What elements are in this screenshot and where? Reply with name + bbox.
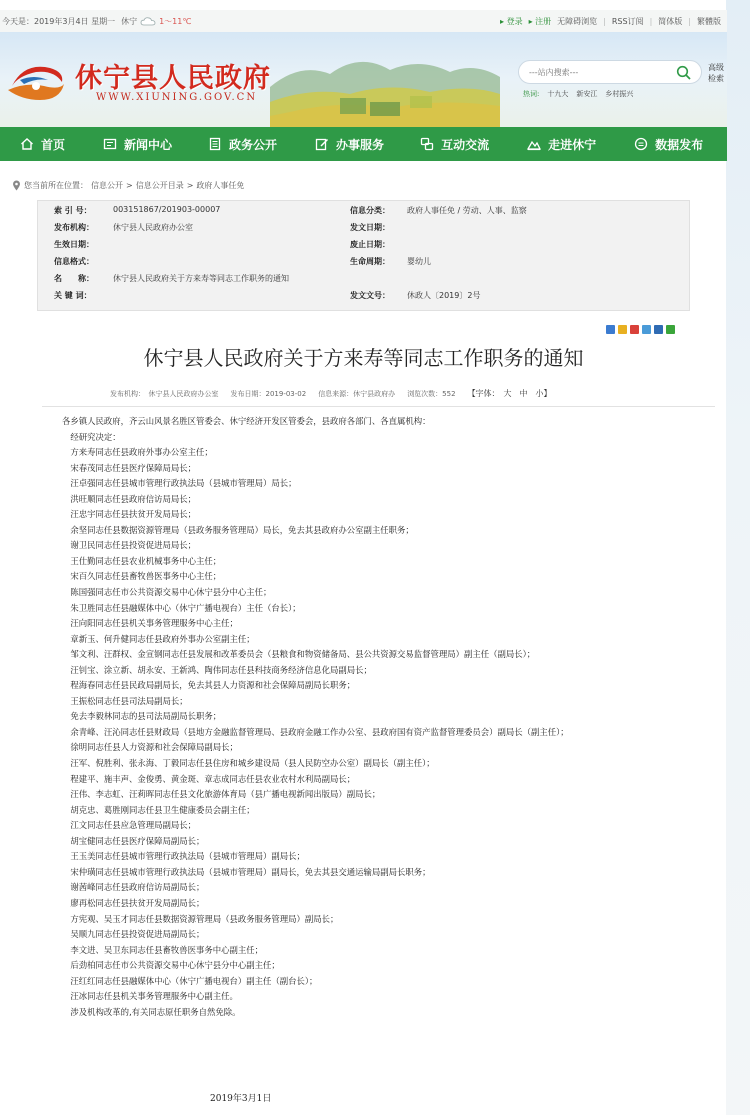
edit-icon — [315, 137, 329, 151]
body-line: 王仕勤同志任县农业机械事务中心主任； — [62, 555, 222, 566]
share-plus-icon[interactable] — [606, 325, 615, 334]
separator: | — [649, 17, 653, 26]
article-title: 休宁县人民政府关于方来寿等同志工作职务的通知 — [143, 346, 584, 370]
body-line: 余青峰、汪沁同志任县财政局（县地方金融监督管理局、县政府金融工作办公室、县政府国有资产监督管理委员会）副局长（副主任）； — [62, 726, 569, 737]
header-banner — [0, 32, 727, 127]
body-line: 宋春茂同志任县医疗保障局局长； — [62, 462, 196, 473]
body-line: 汪冰同志任县机关事务管理服务中心副主任。 — [62, 991, 238, 1002]
body-line: 汪钊宝、涂立新、胡永安、王新鸿、陶伟同志任县科技商务经济信息化局副局长； — [62, 664, 372, 675]
info-label: 发文日期： — [350, 223, 390, 232]
body-line: 洪旺顺同志任县政府信访局局长； — [62, 493, 196, 504]
body-line: 胡宝健同志任县医疗保障局副局长； — [62, 835, 205, 846]
body-line: 方来寿同志任县政府外事办公室主任； — [62, 447, 213, 458]
share-renren-icon[interactable] — [654, 325, 663, 334]
body-line: 王玉美同志任县城市管理行政执法局（县城市管理局）副局长； — [62, 851, 305, 862]
weather — [121, 16, 191, 27]
breadcrumb-separator: > — [126, 181, 133, 190]
meta-publisher: 发布机构： 休宁县人民政府办公室 — [110, 389, 219, 398]
search-input[interactable] — [529, 65, 669, 80]
body-line: 廖再松同志任县扶贫开发局副局长； — [62, 897, 205, 908]
weather-city: 休宁 — [121, 17, 138, 26]
side-background — [726, 0, 750, 1115]
document-date: 2019年3月1日 — [210, 1094, 272, 1104]
body-line: 各乡镇人民政府，齐云山风景名胜区管委会、休宁经济开发区管委会，县政府各部门、各直属机构： — [62, 416, 431, 426]
breadcrumb — [12, 180, 244, 191]
info-label: 信息分类： — [350, 206, 390, 215]
top-bar — [0, 10, 727, 32]
info-label: 生命周期： — [350, 257, 390, 266]
body-line: 江文同志任县应急管理局副局长； — [62, 820, 196, 831]
site-title: 休宁县人民政府 — [75, 63, 271, 94]
top-bar-links — [500, 16, 721, 27]
info-label: 生效日期： — [54, 240, 94, 249]
article-body — [62, 414, 712, 1020]
nav-item-interaction[interactable] — [384, 127, 489, 161]
body-line: 汪红红同志任县融媒体中心（休宁广播电视台）副主任（副台长）； — [62, 975, 318, 986]
body-line: 徐明同志任县人力资源和社会保障局副局长； — [62, 742, 238, 753]
nav-label: 互动交流 — [441, 137, 490, 152]
nav-label: 首页 — [41, 137, 66, 152]
info-label: 索 引 号： — [54, 206, 92, 215]
body-line: 汪忠宇同志任县扶贫开发局局长； — [62, 509, 196, 520]
body-line: 陈国强同志任市公共资源交易中心休宁县分中心主任； — [62, 587, 272, 598]
nav-item-gov-open[interactable] — [172, 127, 277, 161]
info-label: 废止日期： — [350, 240, 390, 249]
nav-item-home[interactable] — [0, 127, 65, 161]
share-wechat-icon[interactable] — [666, 325, 675, 334]
hot-word[interactable]: 乡村振兴 — [605, 90, 634, 98]
search-box — [518, 60, 702, 84]
main-nav — [0, 127, 727, 161]
body-line: 方宪观、吴玉才同志任县数据资源管理局（县政务服务管理局）副局长； — [62, 913, 339, 924]
weather-temp: 1～11℃ — [159, 17, 192, 26]
mountain-icon — [527, 137, 541, 151]
info-value: 婴幼儿 — [407, 257, 431, 266]
body-line: 王振松同志任县司法局副局长； — [62, 695, 188, 706]
info-table — [37, 200, 690, 311]
article-meta — [110, 388, 552, 399]
nav-item-data[interactable] — [596, 127, 703, 161]
body-line: 宋百久同志任县畜牧兽医事务中心主任； — [62, 571, 222, 582]
info-value: 休宁县人民政府关于方来寿等同志工作职务的通知 — [113, 274, 289, 283]
share-tencent-icon[interactable] — [642, 325, 651, 334]
breadcrumb-item[interactable]: 信息公开目录 — [135, 181, 184, 190]
body-line: 谢茜峰同志任县政府信访局副局长； — [62, 882, 205, 893]
breadcrumb-item[interactable]: 信息公开 — [91, 181, 123, 190]
landscape-image — [270, 32, 500, 127]
body-line: 吴顺九同志任县投资促进局副局长； — [62, 929, 205, 940]
nav-item-about[interactable] — [489, 127, 596, 161]
search-icon[interactable] — [676, 65, 691, 80]
body-line: 李文进、吴卫东同志任县畜牧兽医事务中心副主任； — [62, 944, 263, 955]
hot-word[interactable]: 新安江 — [576, 90, 598, 98]
font-size-switcher[interactable]: 【字体： 大 中 小】 — [467, 389, 552, 398]
body-line: 邹文利、汪群权、金宣钢同志任县发展和改革委员会（县粮食和物资储备局、县公共资源交易监督管理局）副主任（副局长）； — [62, 649, 536, 660]
meta-views: 浏览次数：552 — [407, 389, 456, 398]
body-line: 涉及机构改革的,有关同志原任职务自然免除。 — [62, 1006, 241, 1017]
nav-label: 新闻中心 — [124, 137, 173, 152]
info-label: 信息格式： — [54, 257, 94, 266]
share-bar — [606, 325, 675, 334]
info-value: 政府人事任免 / 劳动、人事、监察 — [407, 206, 527, 215]
hot-words-label: 热词: — [523, 90, 540, 98]
today-date: 今天是：2019年3月4日 星期一 — [2, 17, 116, 26]
breadcrumb-separator: > — [186, 181, 194, 190]
home-icon — [20, 137, 34, 151]
nav-item-services[interactable] — [277, 127, 384, 161]
body-line: 宋仲璜同志任县城市管理行政执法局（县城市管理局）副局长，免去其县交通运输局副局长职务； — [62, 866, 431, 877]
info-label: 关 键 词： — [54, 291, 92, 300]
nav-label: 走进休宁 — [548, 137, 597, 152]
simplified-link[interactable]: 简体版 — [658, 17, 683, 26]
traditional-link[interactable]: 繁體版 — [697, 17, 721, 26]
separator: | — [688, 17, 691, 26]
nav-label: 政务公开 — [229, 137, 278, 152]
body-line: 经研究决定： — [62, 431, 121, 442]
divider — [42, 406, 715, 407]
body-line: 朱卫胜同志任县融媒体中心（休宁广播电视台）主任（台长）； — [62, 602, 301, 613]
info-value: 休政人〔2019〕2号 — [407, 291, 481, 300]
hot-words — [523, 89, 633, 99]
body-line: 汪伟、李志虹、汪莉晖同志任县文化旅游体育局（县广播电视新闻出版局）副局长； — [62, 789, 381, 800]
body-line: 程海春同志任县民政局副局长，免去其县人力资源和社会保障局副局长职务； — [62, 680, 356, 691]
meta-source: 信息来源：休宁县政府办 — [318, 389, 396, 398]
document-icon — [208, 137, 222, 151]
info-label: 名 称： — [54, 274, 94, 283]
advanced-search-link[interactable]: 高级检索 — [708, 63, 724, 83]
body-line: 谢卫民同志任县投资促进局局长； — [62, 540, 196, 551]
nav-item-news[interactable] — [65, 127, 172, 161]
cloud-icon — [140, 17, 156, 26]
info-value: 休宁县人民政府办公室 — [113, 223, 193, 232]
logo-icon — [4, 56, 68, 108]
chat-icon — [420, 137, 434, 151]
nav-label: 数据发布 — [655, 137, 704, 152]
info-label: 发布机构： — [54, 223, 94, 232]
register-link[interactable]: ▸ 注册 — [528, 17, 552, 26]
body-line: 余坚同志任县数据资源管理局（县政务服务管理局）局长，免去其县政府办公室副主任职务； — [62, 524, 414, 535]
body-line: 汪卓强同志任县城市管理行政执法局（县城市管理局）局长； — [62, 478, 297, 489]
nav-label: 办事服务 — [336, 137, 385, 152]
breadcrumb-prefix: 您当前所在位置： — [24, 181, 88, 190]
body-line: 汪向阳同志任县机关事务管理服务中心主任； — [62, 618, 238, 629]
body-line: 汪军、倪胜利、张永海、丁毅同志任县住房和城乡建设局（县人民防空办公室）副局长（副主任）； — [62, 758, 435, 769]
body-line: 免去李毅林同志的县司法局副局长职务； — [62, 711, 222, 722]
meta-date: 发布日期：2019-03-02 — [230, 389, 307, 398]
site-url: WWW.XIUNING.GOV.CN — [96, 92, 258, 103]
top-bar-left — [2, 16, 191, 27]
info-value: 003151867/201903-00007 — [113, 205, 221, 214]
share-qzone-icon[interactable] — [618, 325, 627, 334]
body-line: 章新玉、何升健同志任县政府外事办公室副主任； — [62, 633, 255, 644]
login-link[interactable]: ▸ 登录 — [500, 17, 523, 26]
body-line: 程建平、施丰声、金俊勇、黄金斑、章志成同志任县农业农村水利局副局长； — [62, 773, 356, 784]
data-icon — [634, 137, 648, 151]
location-pin-icon — [12, 180, 21, 191]
rss-link[interactable]: RSS订阅 — [611, 17, 644, 26]
accessible-link[interactable]: 无障碍浏览 — [557, 17, 598, 26]
info-label: 发文文号： — [350, 291, 390, 300]
body-line: 后劲柏同志任市公共资源交易中心休宁县分中心副主任； — [62, 960, 280, 971]
hot-word[interactable]: 十九大 — [547, 90, 569, 98]
breadcrumb-item[interactable]: 政府人事任免 — [196, 181, 245, 190]
news-icon — [103, 137, 117, 151]
share-weibo-icon[interactable] — [630, 325, 639, 334]
body-line: 胡克忠、葛胜刚同志任县卫生健康委员会副主任； — [62, 804, 255, 815]
separator: | — [603, 17, 606, 26]
